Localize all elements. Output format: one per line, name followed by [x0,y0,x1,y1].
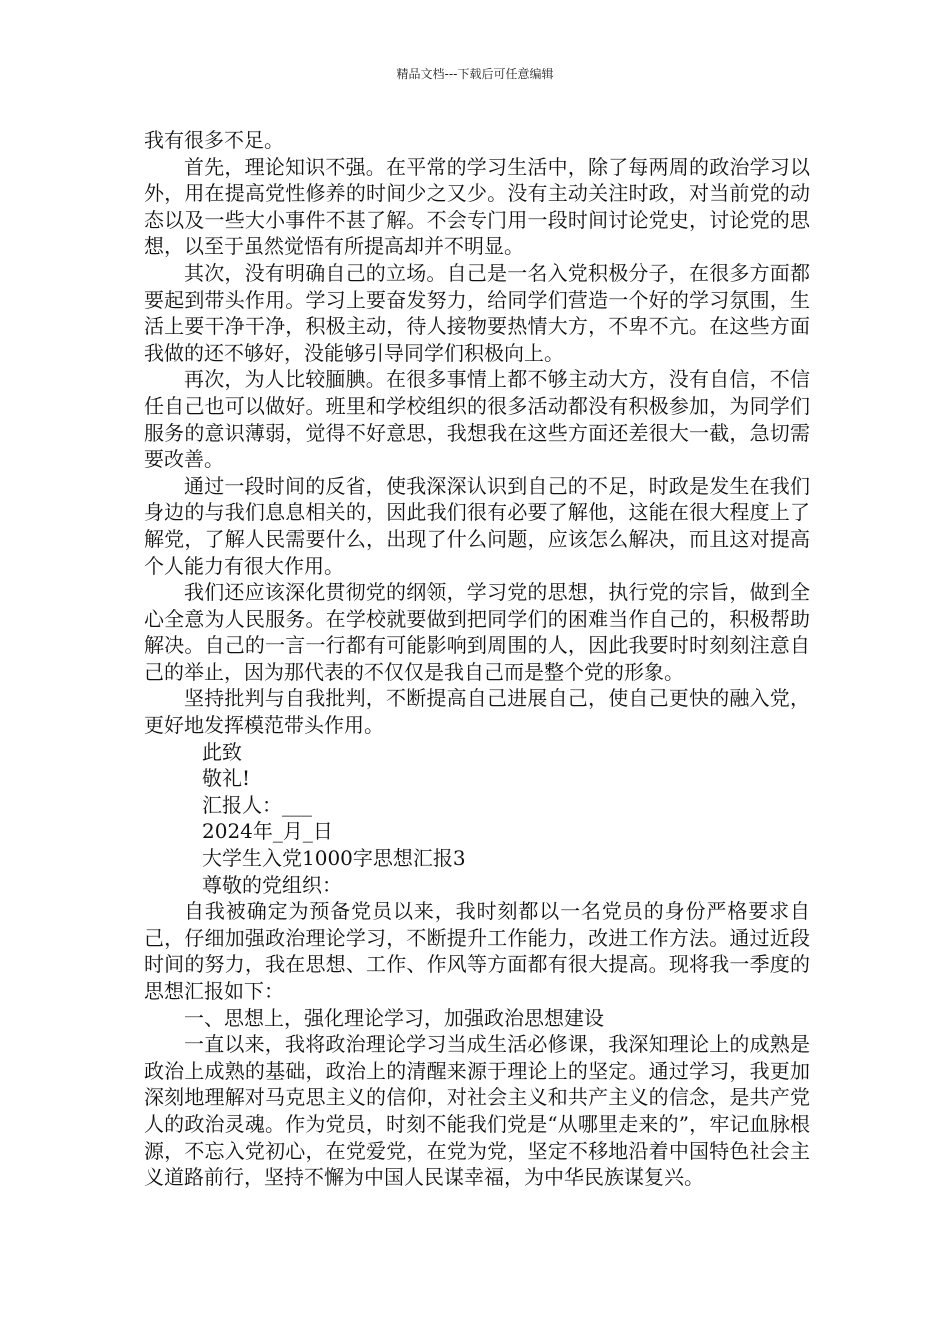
paragraph: 一直以来，我将政治理论学习当成生活必修课，我深知理论上的成熟是政治上成熟的基础，政治上的清醒来源于理论上的坚定。通过学习，我更加深刻地理解对马克思主义的信仰，对社会主义和共产主义的信念，是共产党人的政治灵魂。作为党员，时刻不能我们党是“从哪里走来的”，牢记血脉根源，不忘入党初心，在党爱党，在党为党，坚定不移地沿着中国特色社会主义道路前行，坚持不懈为中国人民谋幸福，为中华民族谋复兴。 [144,1032,810,1190]
document-body [144,127,810,1191]
subheading: 一、思想上，强化理论学习，加强政治思想建设 [184,1005,604,1030]
section-title: 大学生入党1000字思想汇报3 [202,846,466,871]
paragraph: 坚持批判与自我批判，不断提高自己进展自己，使自己更快的融入党，更好地发挥模范带头作用。 [144,686,810,738]
paragraph: 自我被确定为预备党员以来，我时刻都以一名党员的身份严格要求自己，仔细加强政治理论学习，不断提升工作能力，改进工作方法。通过近段时间的努力，我在思想、工作、作风等方面都有很大提高。现将我一季度的思想汇报如下： [144,899,810,1003]
greeting-line: 尊敬的党组织： [202,872,342,897]
reporter-line: 汇报人：___ [202,792,312,817]
paragraph: 首先，理论知识不强。在平常的学习生活中，除了每两周的政治学习以外，用在提高党性修养的时间少之又少。没有主动关注时政，对当前党的动态以及一些大小事件不甚了解。不会专门用一段时间讨论党史，讨论党的思想，以至于虽然觉悟有所提高却并不明显。 [144,154,810,259]
salutation-line: 此致 [202,739,242,764]
paragraph: 其次，没有明确自己的立场。自己是一名入党积极分子，在很多方面都要起到带头作用。学习上要奋发努力，给同学们营造一个好的学习氛围，生活上要干净干净，积极主动，待人接物要热情大方，不卑不亢。在这些方面我做的还不够好，没能够引导同学们积极向上。 [144,260,810,365]
paragraph: 我们还应该深化贯彻党的纲领，学习党的思想，执行党的宗旨，做到全心全意为人民服务。在学校就要做到把同学们的困难当作自己的，积极帮助解决。自己的一言一行都有可能影响到周围的人，因此我要时时刻刻注意自己的举止，因为那代表的不仅仅是我自己而是整个党的形象。 [144,580,810,684]
paragraph: 通过一段时间的反省，使我深深认识到自己的不足，时政是发生在我们身边的与我们息息相关的，因此我们很有必要了解他，这能在很大程度上了解党，了解人民需要什么，出现了什么问题，应该怎么解决，而且这对提高个人能力有很大作用。 [144,473,810,578]
page-header: 精品文档---下载后可任意编辑 [396,67,554,81]
regards-line: 敬礼! [202,766,251,791]
paragraph: 再次，为人比较腼腆。在很多事情上都不够主动大方，没有自信，不信任自己也可以做好。班里和学校组织的很多活动都没有积极参加，为同学们服务的意识薄弱，觉得不好意思，我想我在这些方面还差很大一截，急切需要改善。 [144,367,810,472]
date-line: 2024年_月_日 [202,819,333,844]
paragraph-continuation: 我有很多不足。 [144,128,284,152]
